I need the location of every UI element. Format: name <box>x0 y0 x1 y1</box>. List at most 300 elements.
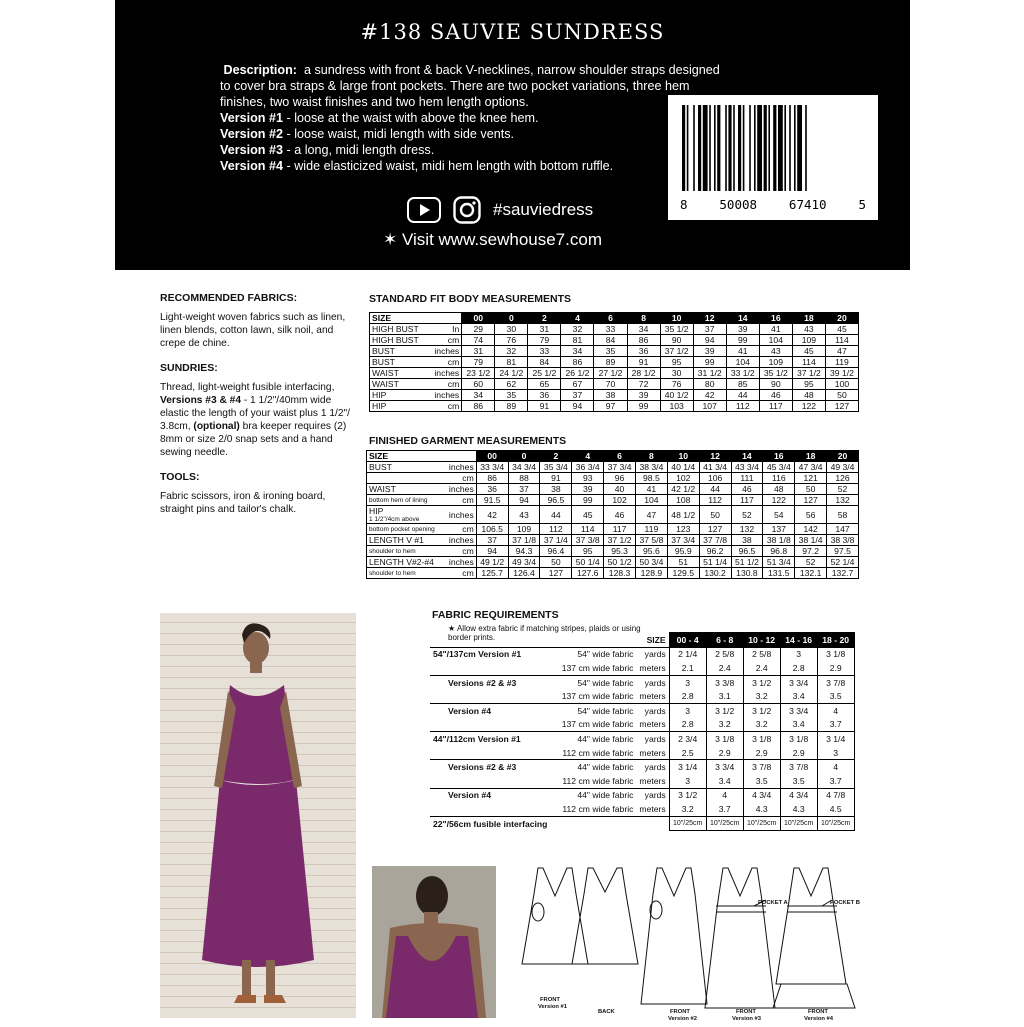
table-cell: 56 <box>795 506 827 524</box>
row-unit: cm <box>428 357 462 368</box>
table-cell: 45 <box>825 324 858 335</box>
table-cell: 41 <box>759 324 792 335</box>
table-cell: 67 <box>561 379 594 390</box>
table-row <box>430 774 854 788</box>
table-cell: 3.2 <box>743 718 780 732</box>
table-cell: 51 1/2 <box>731 557 763 568</box>
pattern-title: #138 SAUVIE SUNDRESS <box>360 20 665 44</box>
table-cell: 42 1/2 <box>667 484 699 495</box>
table-cell: 50 3/4 <box>635 557 667 568</box>
table-cell: 3 1/2 <box>743 675 780 689</box>
row-label-text: WAIST <box>372 368 399 378</box>
table-row <box>430 760 854 774</box>
group-label <box>430 746 550 760</box>
table-cell: 102 <box>604 495 636 506</box>
row-unit: cm <box>444 524 476 535</box>
instagram-icon[interactable] <box>453 196 481 224</box>
table-cell: 40 1/4 <box>667 462 699 473</box>
table-cell: 37 1/8 <box>508 535 540 546</box>
table-cell: 47 <box>825 346 858 357</box>
body-measurements-title: STANDARD FIT BODY MEASUREMENTS <box>369 293 572 305</box>
table-cell: 95.3 <box>604 546 636 557</box>
table-cell: 96.5 <box>540 495 572 506</box>
table-cell: 35 3/4 <box>540 462 572 473</box>
table-cell: 2.1 <box>669 661 706 675</box>
table-cell: 86 <box>561 357 594 368</box>
row-unit: inches <box>444 535 476 546</box>
table-cell: 10"/25cm <box>780 816 817 831</box>
technical-drawings <box>510 862 865 1022</box>
table-cell: 107 <box>693 401 726 412</box>
fabric-width: 44" wide fabric <box>550 760 636 774</box>
barcode-bar <box>682 105 685 191</box>
table-row <box>367 506 859 524</box>
row-unit: inches <box>428 368 462 379</box>
table-cell: 106 <box>699 473 731 484</box>
table-row <box>430 732 854 746</box>
table-cell: 76 <box>495 335 528 346</box>
table-cell: 4 7/8 <box>817 788 854 802</box>
table-cell: 106.5 <box>476 524 508 535</box>
table-cell: 81 <box>495 357 528 368</box>
size-col: 8 <box>635 451 667 462</box>
table-cell: 3.2 <box>743 689 780 703</box>
drawing-label: Version #2 <box>668 1016 698 1022</box>
table-cell: 49 3/4 <box>827 462 859 473</box>
table-cell: 38 3/4 <box>635 462 667 473</box>
row-label <box>367 535 444 546</box>
barcode-bar <box>717 105 720 191</box>
table-cell: 10"/25cm <box>706 816 743 831</box>
fabrics-text: Light-weight woven fabrics such as linen, linen blends, cotton lawn, silk noil, and crepe de chine. <box>160 312 346 349</box>
table-row <box>367 546 859 557</box>
unit: yards <box>636 675 669 689</box>
table-cell: 119 <box>825 357 858 368</box>
table-cell: 2.4 <box>743 661 780 675</box>
table-cell: 84 <box>594 335 627 346</box>
spacer <box>550 633 636 648</box>
row-unit: cm <box>428 401 462 412</box>
table-cell: 2 5/8 <box>743 647 780 661</box>
row-label-text: HIP <box>369 506 384 516</box>
version-4-text: - wide elasticized waist, midi hem length with bottom ruffle. <box>283 159 614 173</box>
table-cell: 109 <box>792 335 825 346</box>
table-cell: 39 <box>627 390 660 401</box>
youtube-icon[interactable] <box>407 197 441 223</box>
size-col: 6 <box>604 451 636 462</box>
unit: yards <box>636 647 669 661</box>
table-cell: 37 3/4 <box>604 462 636 473</box>
table-cell: 65 <box>528 379 561 390</box>
barcode-number <box>668 197 878 212</box>
hashtag[interactable]: #sauviedress <box>493 200 594 219</box>
version-1 <box>220 110 720 126</box>
table-cell: 128.3 <box>604 568 636 579</box>
table-cell: 3 <box>669 675 706 689</box>
row-label <box>370 390 429 401</box>
group-label: Versions #2 & #3 <box>430 675 550 689</box>
barcode-bar <box>768 105 770 191</box>
table-cell: 60 <box>462 379 495 390</box>
unit: meters <box>639 691 666 702</box>
table-row <box>430 703 854 717</box>
table-cell: 2 5/8 <box>706 647 743 661</box>
table-cell: 42 <box>693 390 726 401</box>
table-cell: 28 1/2 <box>627 368 660 379</box>
table-cell: 129.5 <box>667 568 699 579</box>
table-cell: 41 3/4 <box>699 462 731 473</box>
table-row <box>370 335 859 346</box>
table-row <box>367 568 859 579</box>
barcode-bar <box>797 105 802 191</box>
table-cell: 91 <box>528 401 561 412</box>
barcode-bar <box>773 105 776 191</box>
row-label-text: LENGTH V#2-#4 <box>369 557 434 567</box>
table-cell: 3 1/2 <box>743 703 780 717</box>
table-cell: 89 <box>495 401 528 412</box>
barcode-bar <box>698 105 701 191</box>
table-cell: 2.9 <box>780 746 817 760</box>
table-cell: 43 <box>792 324 825 335</box>
size-col: 0 <box>495 313 528 324</box>
fabric-width: 44" wide fabric <box>550 788 636 802</box>
table-cell: 99 <box>627 401 660 412</box>
description-label: Description: <box>223 63 297 77</box>
table-cell: 3 <box>817 746 854 760</box>
table-cell: 132.1 <box>795 568 827 579</box>
version-3-label: Version #3 <box>220 143 284 157</box>
table-cell: 3 <box>780 647 817 661</box>
size-col: 10 <box>660 313 693 324</box>
row-label <box>367 557 444 568</box>
table-cell: 52 <box>795 557 827 568</box>
table-cell: 38 <box>731 535 763 546</box>
table-cell: 85 <box>726 379 759 390</box>
table-cell: 3 7/8 <box>780 760 817 774</box>
unit: meters <box>639 803 666 814</box>
table-cell: 45 3/4 <box>763 462 795 473</box>
table-cell: 37 1/2 <box>604 535 636 546</box>
row-label <box>370 379 429 390</box>
table-cell: 70 <box>594 379 627 390</box>
barcode-bar <box>703 105 708 191</box>
table-cell: 88 <box>508 473 540 484</box>
barcode-bar <box>757 105 762 191</box>
table-cell: 36 <box>476 484 508 495</box>
barcode <box>668 95 878 220</box>
row-unit: inches <box>444 462 476 473</box>
table-cell: 127 <box>540 568 572 579</box>
table-cell: 3.7 <box>817 718 854 732</box>
barcode-bar <box>764 105 767 191</box>
table-cell: 3.5 <box>817 689 854 703</box>
table-cell: 10"/25cm <box>743 816 780 831</box>
size-header: SIZE <box>370 313 462 324</box>
table-cell: 96.2 <box>699 546 731 557</box>
table-cell: 2 3/4 <box>669 732 706 746</box>
row-label <box>367 484 444 495</box>
group-label: Versions #2 & #3 <box>430 760 550 774</box>
table-cell: 50 <box>540 557 572 568</box>
table-cell: 3 1/8 <box>743 732 780 746</box>
table-cell: 3.4 <box>780 718 817 732</box>
sundries-text <box>160 381 360 459</box>
barcode-bar <box>789 105 791 191</box>
table-cell: 50 <box>825 390 858 401</box>
table-cell: 37 3/8 <box>572 535 604 546</box>
table-cell: 45 <box>792 346 825 357</box>
fabric-width: 137 cm wide fabric <box>561 719 634 730</box>
table-cell: 126 <box>827 473 859 484</box>
table-cell: 137 <box>763 524 795 535</box>
unit: meters <box>639 747 666 758</box>
size-col: 4 <box>561 313 594 324</box>
table-cell: 44 <box>726 390 759 401</box>
size-header: SIZE <box>646 634 666 645</box>
size-col: 18 <box>795 451 827 462</box>
fabric-width: 137 cm wide fabric <box>561 691 634 702</box>
table-cell: 3 3/4 <box>780 675 817 689</box>
row-label-text: HIGH BUST <box>372 324 419 334</box>
table-cell: 49 1/2 <box>476 557 508 568</box>
row-unit: cm <box>444 546 476 557</box>
table-cell: 43 <box>759 346 792 357</box>
table-cell: 38 1/8 <box>763 535 795 546</box>
table-cell: 38 1/4 <box>795 535 827 546</box>
drawing-label: Version #3 <box>732 1016 762 1022</box>
table-cell: 132 <box>827 495 859 506</box>
table-row <box>370 346 859 357</box>
table-row <box>367 557 859 568</box>
table-row <box>370 368 859 379</box>
row-sublabel: bottom hem of lining <box>369 496 428 504</box>
table-cell: 117 <box>759 401 792 412</box>
table-cell: 3.5 <box>780 774 817 788</box>
row-label <box>370 346 429 357</box>
row-unit: cm <box>444 568 476 579</box>
table-cell: 4.3 <box>743 802 780 816</box>
group-label <box>430 689 550 703</box>
table-cell: 103 <box>660 401 693 412</box>
header-row <box>430 633 854 648</box>
barcode-digit-3: 67410 <box>788 197 827 212</box>
size-col: 6 - 8 <box>706 633 743 648</box>
table-cell: 50 <box>699 506 731 524</box>
unit: yards <box>636 760 669 774</box>
row-label <box>370 324 429 335</box>
row-sublabel: 1 1/2"/4cm above <box>369 516 420 523</box>
table-cell: 96.8 <box>763 546 795 557</box>
table-cell: 72 <box>627 379 660 390</box>
table-cell: 3.2 <box>669 802 706 816</box>
table-cell: 117 <box>604 524 636 535</box>
row-unit: inches <box>444 506 476 524</box>
table-row <box>430 802 854 816</box>
barcode-digit-4: 5 <box>858 197 866 212</box>
size-col: 12 <box>699 451 731 462</box>
table-cell: 37 <box>476 535 508 546</box>
finished-measurements-table <box>366 450 859 579</box>
table-cell: 100 <box>825 379 858 390</box>
table-cell: 26 1/2 <box>561 368 594 379</box>
table-cell: 95 <box>660 357 693 368</box>
table-cell: 48 <box>763 484 795 495</box>
size-col: 10 <box>667 451 699 462</box>
barcode-bar <box>714 105 716 191</box>
table-cell: 58 <box>827 506 859 524</box>
table-cell: 94 <box>508 495 540 506</box>
table-cell: 2 1/4 <box>669 647 706 661</box>
row-label-text: BUST <box>369 462 392 472</box>
size-col: 16 <box>763 451 795 462</box>
table-cell: 33 3/4 <box>476 462 508 473</box>
version-1-text: - loose at the waist with above the knee hem. <box>283 111 539 125</box>
table-row <box>367 495 859 506</box>
version-3 <box>220 142 720 158</box>
row-label-text: HIP <box>372 401 387 411</box>
size-header: SIZE <box>367 451 477 462</box>
table-cell: 3 3/8 <box>706 675 743 689</box>
table-cell: 4.3 <box>780 802 817 816</box>
table-cell: 86 <box>462 401 495 412</box>
barcode-bars-icon <box>678 105 868 193</box>
table-cell: 45 <box>572 506 604 524</box>
sundries-part-2: - 1 1/2"/40mm wide elastic the length of your waist plus 1 1/2"/ 3.8cm, <box>160 395 350 432</box>
row-label <box>370 368 429 379</box>
table-cell: 27 1/2 <box>594 368 627 379</box>
table-cell: 2.8 <box>669 689 706 703</box>
table-cell: 127 <box>825 401 858 412</box>
size-col: 18 - 20 <box>817 633 854 648</box>
table-cell: 3 1/2 <box>706 703 743 717</box>
table-cell: 96.5 <box>731 546 763 557</box>
table-cell: 76 <box>660 379 693 390</box>
table-cell: 34 <box>561 346 594 357</box>
row-label <box>370 357 429 368</box>
barcode-bar <box>778 105 783 191</box>
table-cell: 4 <box>817 703 854 717</box>
tools-text: Fabric scissors, iron & ironing board, straight pins and tailor's chalk. <box>160 491 326 515</box>
row-sublabel: bottom pocket opening <box>369 525 435 533</box>
table-cell: 39 1/2 <box>825 368 858 379</box>
table-cell: 128.9 <box>635 568 667 579</box>
table-cell: 97 <box>594 401 627 412</box>
table-cell: 130.8 <box>731 568 763 579</box>
table-row <box>367 473 859 484</box>
table-cell: 3 3/4 <box>706 760 743 774</box>
table-cell: 91.5 <box>476 495 508 506</box>
barcode-bar <box>709 105 711 191</box>
table-row <box>367 535 859 546</box>
row-label-text: WAIST <box>372 379 399 389</box>
table-cell: 114 <box>792 357 825 368</box>
table-cell: 121 <box>795 473 827 484</box>
description-text: a sundress with front & back V-necklines, narrow shoulder straps designed to cover bra straps & large front pockets. There are two pocket variations, three hem finishes, two waist finishes and two hem length options. <box>220 63 720 109</box>
barcode-bar <box>754 105 756 191</box>
table-cell: 3 7/8 <box>743 760 780 774</box>
row-label-text: HIGH BUST <box>372 335 419 345</box>
table-cell: 34 3/4 <box>508 462 540 473</box>
table-cell: 36 <box>528 390 561 401</box>
table-cell: 97.2 <box>795 546 827 557</box>
table-cell: 47 <box>635 506 667 524</box>
table-cell: 4 <box>706 788 743 802</box>
star-icon: ✶ <box>383 230 398 249</box>
table-cell: 4 3/4 <box>743 788 780 802</box>
table-cell: 35 <box>594 346 627 357</box>
table-cell: 24 1/2 <box>495 368 528 379</box>
row-unit: inches <box>444 484 476 495</box>
table-cell: 37 5/8 <box>635 535 667 546</box>
size-col: 20 <box>825 313 858 324</box>
pocket-b-label: POCKET B <box>830 900 860 906</box>
table-cell: 3.1 <box>706 689 743 703</box>
table-cell: 3 1/8 <box>817 647 854 661</box>
row-label <box>367 546 444 557</box>
row-label <box>370 335 429 346</box>
table-cell: 62 <box>495 379 528 390</box>
model-photo-back <box>372 866 496 1018</box>
model-figure-icon <box>160 613 356 1018</box>
sundries-bold-1: Versions #3 & #4 <box>160 395 241 406</box>
table-cell: 50 <box>795 484 827 495</box>
table-cell: 31 1/2 <box>693 368 726 379</box>
table-cell: 102 <box>667 473 699 484</box>
table-cell: 132 <box>731 524 763 535</box>
version-4 <box>220 158 720 174</box>
row-label <box>367 524 444 535</box>
barcode-bar <box>725 105 727 191</box>
model-photo-front <box>160 613 356 1018</box>
size-col: 16 <box>759 313 792 324</box>
table-row <box>370 401 859 412</box>
table-cell: 112 <box>726 401 759 412</box>
table-cell: 3.7 <box>817 774 854 788</box>
table-cell: 44 <box>540 506 572 524</box>
table-cell: 104 <box>635 495 667 506</box>
size-col: 2 <box>528 313 561 324</box>
fabric-width: 112 cm wide fabric <box>562 775 634 786</box>
fabric-width: 54" wide fabric <box>550 647 636 661</box>
row-label-text: WAIST <box>369 484 396 494</box>
table-cell: 91 <box>540 473 572 484</box>
table-cell: 34 <box>627 324 660 335</box>
website-link[interactable] <box>383 230 602 250</box>
row-label-text: BUST <box>372 346 395 356</box>
size-col: 18 <box>792 313 825 324</box>
table-cell: 114 <box>825 335 858 346</box>
size-col: 10 - 12 <box>743 633 780 648</box>
row-unit: cm <box>444 473 476 484</box>
social-row <box>407 196 593 224</box>
barcode-bar <box>805 105 807 191</box>
table-cell: 2.9 <box>706 746 743 760</box>
website-text[interactable]: Visit www.sewhouse7.com <box>401 230 602 249</box>
group-label: 22"/56cm fusible interfacing <box>430 816 550 831</box>
table-cell: 43 <box>508 506 540 524</box>
table-cell: 94 <box>561 401 594 412</box>
row-unit: cm <box>428 379 462 390</box>
group-label <box>430 661 550 675</box>
table-cell: 3 1/2 <box>669 788 706 802</box>
fabric-req-note-text: Allow extra fabric if matching stripes, plaids or using border prints. <box>448 624 641 642</box>
table-cell: 52 1/4 <box>827 557 859 568</box>
table-cell: 2.4 <box>706 661 743 675</box>
table-cell: 99 <box>726 335 759 346</box>
table-cell: 125.7 <box>476 568 508 579</box>
row-label <box>367 506 444 524</box>
table-cell: 94 <box>693 335 726 346</box>
